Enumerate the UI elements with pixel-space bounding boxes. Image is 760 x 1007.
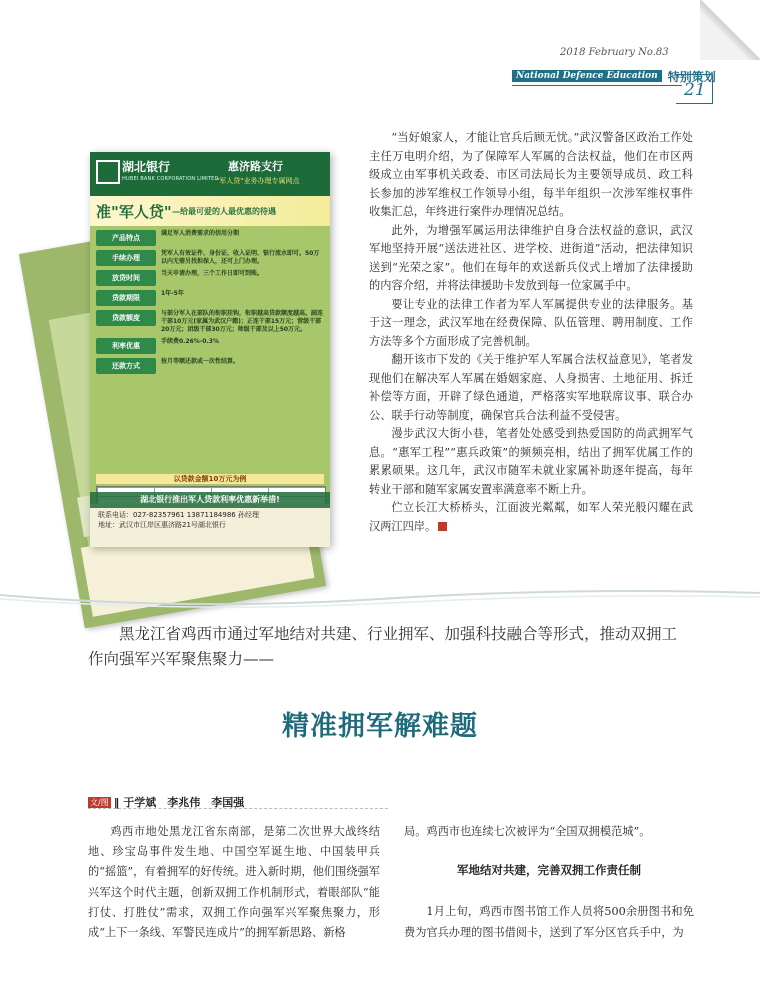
- flyer-bank-name: 湖北银行: [122, 160, 171, 174]
- flyer-phone: 联系电话：027-82357961 13871184986 孙经理: [98, 511, 259, 519]
- paragraph: 鸡西市地处黑龙江省东南部，是第二次世界大战终结地、珍宝岛事件发生地、中国空军诞生地、中国装甲兵的“摇篮”，有着拥军的好传统。进入新时期，他们围绕强军兴军这个时代主题，创新双拥工作机制形式，着眼部队“能打仗、打胜仗”需求，双拥工作向强军兴军聚焦聚力，形成“上下一条线、军警民连成片”的拥军新思路、新格: [88, 825, 380, 940]
- flyer-row-label: 贷款期限: [96, 290, 156, 306]
- flyer-row-value: 凭军人有效证件、身份证、收入证明、银行流水即可。50万以内无需另找担保人，还可上门办理。: [161, 250, 320, 265]
- flyer-row-value: 当天申请办理，三个工作日即可到账。: [161, 270, 264, 277]
- flyer-row: [96, 310, 324, 334]
- flyer-hero: [90, 196, 330, 226]
- last-paragraph-text: 伫立长江大桥桥头，江面波光粼粼，如军人荣光般闪耀在武汉两江四岸。: [369, 501, 693, 533]
- right-column-text: [369, 129, 693, 536]
- flyer-rows: [96, 230, 324, 378]
- byline-tag: 文/图: [90, 797, 109, 807]
- byline-rule: [88, 808, 388, 809]
- end-mark-icon: G: [438, 522, 447, 531]
- flyer-header: [90, 152, 330, 196]
- flyer-row-value: 手续费0.26%-0.3%: [161, 338, 219, 345]
- flyer-banner: 湖北银行推出军人贷款利率优惠新举措!: [90, 492, 330, 508]
- wave-divider: [0, 585, 760, 615]
- flyer-tag: "军人贷"业务办理专属网点: [216, 177, 300, 185]
- section-label: 特别策划: [667, 69, 716, 84]
- flyer-address: 地址：武汉市江岸区惠济路21号湖北银行: [98, 521, 226, 529]
- flyer-row-label: 放贷时间: [96, 270, 156, 286]
- flyer-table-title: 以贷款金额10万元为例: [96, 474, 324, 484]
- flyer-row-label: 贷款额度: [96, 310, 156, 326]
- publication-badge: National Defence Education: [512, 70, 662, 82]
- byline-authors: 于学斌 李兆伟 李国强: [123, 796, 245, 809]
- flyer-row-value: 与部分军人在部队的衔职挂钩，衔职越高贷款额度越高。副连干部10万元(家属为武汉户籍)；正连干部15万元；营级干部20万元；团级干部30万元；师级干部及以上50万元。: [161, 310, 324, 333]
- paragraph: “当好娘家人，才能让官兵后顾无忧。”武汉警备区政治工作处主任万电明介绍，为了保障军人军属的合法权益，他们在市区两级成立由军事机关政委、市区司法局长为主要领导成员、政工科长参加的涉军维权工作领导小组，每半年组织一次涉军维权事件收集汇总，年终进行案件办理情况总结。: [369, 131, 693, 218]
- flyer-row-label: 还款方式: [96, 358, 156, 374]
- paragraph: 要让专业的法律工作者为军人军属提供专业的法律服务。基于这一理念，武汉军地在经费保障、队伍管理、聘用制度、工作方法等多个方面形成了完善机制。: [369, 297, 693, 348]
- flyer-row: [96, 358, 324, 374]
- paragraph-last: [369, 499, 693, 536]
- flyer-row: [96, 250, 324, 266]
- flyer-hero-title: 准"军人贷": [96, 203, 172, 221]
- paragraph: 漫步武汉大街小巷，笔者处处感受到热爱国防的尚武拥军气息。“惠军工程”“惠兵政策”的频频亮相，结出了拥军优属工作的累累硕果。这几年，武汉市随军未就业家属补助逐年提高，每年转业干部和随军家属安置率满意率不断上升。: [369, 427, 693, 496]
- header-rule: [512, 85, 682, 86]
- flyer-bank-sub: HUBEI BANK CORPORATION LIMITED: [122, 176, 219, 182]
- flyer-contact: [98, 510, 259, 530]
- flyer-row: [96, 270, 324, 286]
- flyer-row: [96, 290, 324, 306]
- article-title: 精准拥军解难题: [282, 711, 478, 742]
- flyer-row-value: 按月等额还款或一次性结算。: [161, 358, 240, 365]
- paragraph: 翻开该市下发的《关于维护军人军属合法权益意见》，笔者发现他们在解决军人军属在婚姻家庭、人身损害、土地征用、拆迁补偿等方面，开辟了绿色通道，严格落实军地联席议事、联合办公、联手行动等制度，确保官兵合法利益不受侵害。: [369, 353, 693, 422]
- section-subheading: 军地结对共建，完善双拥工作责任制: [457, 863, 641, 878]
- flyer-row-label: 利率优惠: [96, 338, 156, 354]
- right-column-lower-text: [404, 822, 694, 943]
- flyer-photo: [90, 152, 330, 547]
- article-intro: 黑龙江省鸡西市通过军地结对共建、行业拥军、加强科技融合等形式，推动双拥工作向强军兴军聚焦聚力——: [88, 625, 678, 668]
- issue-label: 2018 February No.83: [560, 47, 669, 58]
- paragraph: 1月上旬，鸡西市图书馆工作人员将500余册图书和免费为官兵办理的图书借阅卡，送到了军分区官兵手中，为: [404, 905, 694, 939]
- paragraph: 此外，为增强军属运用法律维护自身合法权益的意识，武汉军地坚持开展“送法进社区、进学校、进街道”活动，把法律知识送到“光荣之家”。他们在每年的欢送新兵仪式上增加了法律援助的内容介绍，并将法律援助卡发放到每一位家属手中。: [369, 223, 693, 292]
- page-curl: [700, 0, 760, 60]
- flyer-row-label: 产品特点: [96, 230, 156, 246]
- flyer-row-value: 1年-5年: [161, 290, 184, 297]
- page-number: 21: [684, 80, 706, 100]
- flyer-row: [96, 338, 324, 354]
- flyer-row-label: 手续办理: [96, 250, 156, 266]
- byline-separator: ‖: [113, 795, 120, 809]
- paragraph: 局。鸡西市也连续七次被评为“全国双拥模范城”。: [404, 825, 651, 838]
- bank-logo-icon: [96, 160, 120, 184]
- flyer-row: [96, 230, 324, 246]
- flyer-row-value: 满足军人消费需求的信用分期: [161, 230, 240, 237]
- left-column-text: [88, 822, 380, 943]
- flyer-branch: 惠济路支行: [228, 160, 283, 173]
- flyer-hero-sub: —给最可爱的人最优惠的待遇: [172, 207, 276, 216]
